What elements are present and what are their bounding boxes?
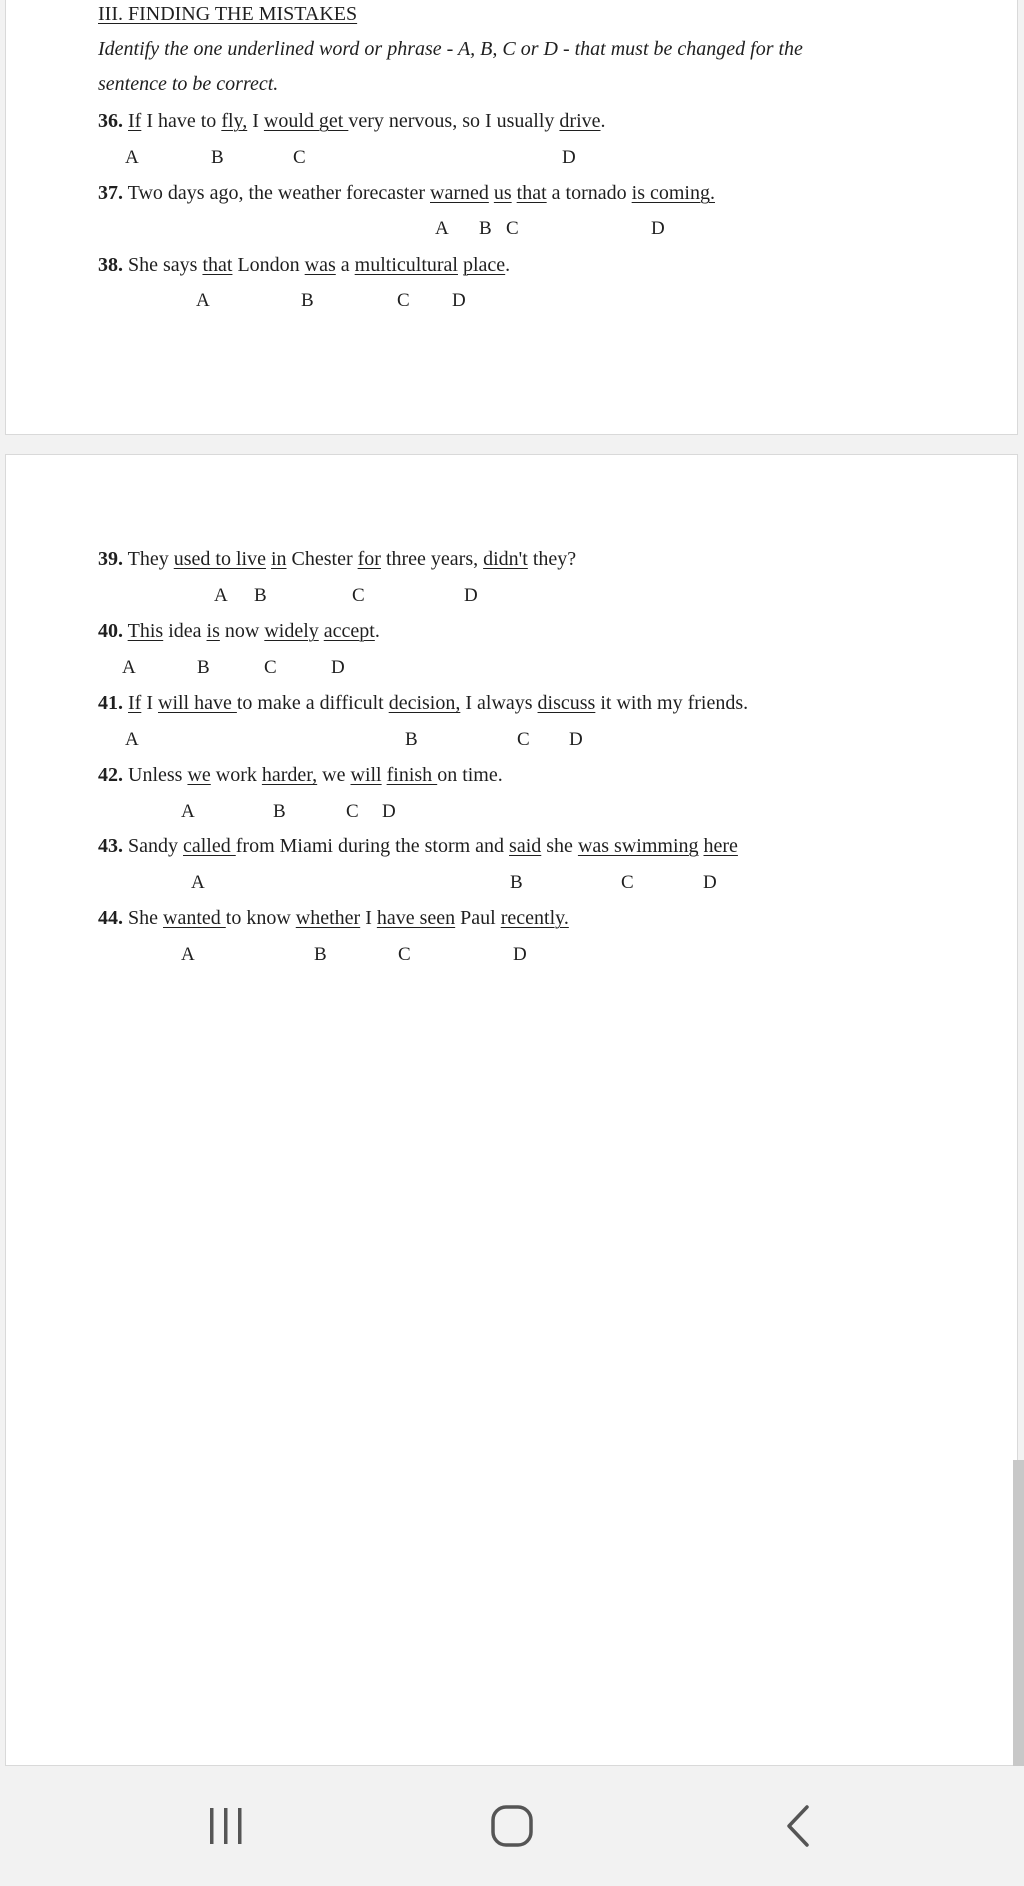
recent-apps-icon — [206, 1804, 246, 1848]
underlined-phrase: decision, — [388, 692, 461, 714]
underlined-phrase: finish — [386, 764, 438, 786]
option-letter-d: D — [703, 872, 717, 893]
option-letter-a: A — [122, 657, 136, 678]
scrollbar-thumb[interactable] — [1013, 1460, 1024, 1766]
underlined-phrase: is — [206, 620, 220, 642]
underlined-phrase: drive — [559, 110, 601, 132]
underlined-phrase: was — [304, 254, 336, 276]
option-letter-c: C — [517, 729, 530, 750]
sentence-text: I — [247, 110, 264, 132]
underlined-phrase: for — [357, 548, 381, 570]
underlined-phrase: accept — [323, 620, 375, 642]
option-letter-b: B — [405, 729, 418, 750]
sentence-text: . — [505, 254, 511, 276]
question-41 — [98, 692, 748, 715]
question-43 — [98, 835, 738, 858]
underlined-phrase: was swimming — [577, 835, 699, 857]
sentence-text: Chester — [286, 548, 358, 570]
section-title — [98, 3, 357, 26]
underlined-phrase: If — [128, 110, 142, 132]
option-letter-b: B — [301, 290, 314, 311]
underlined-phrase: in — [270, 548, 287, 570]
question-37 — [98, 182, 715, 205]
sentence-text: very nervous, so I usually — [348, 110, 560, 132]
sentence-text: idea — [163, 620, 207, 642]
option-letter-c: C — [293, 147, 306, 168]
question-number: 38. — [98, 254, 123, 276]
underlined-phrase: would get — [263, 110, 349, 132]
underlined-phrase: widely — [264, 620, 319, 642]
option-letter-d: D — [452, 290, 466, 311]
sentence-text: She says — [128, 254, 203, 276]
question-40 — [98, 620, 380, 643]
sentence-text: . — [374, 620, 380, 642]
option-letter-c: C — [397, 290, 410, 311]
underlined-phrase: called — [183, 835, 236, 857]
underlined-phrase: here — [703, 835, 738, 857]
option-letter-c: C — [264, 657, 277, 678]
underlined-phrase: used to live — [173, 548, 266, 570]
option-letter-a: A — [196, 290, 210, 311]
section-title-text: III. FINDING THE MISTAKES — [98, 3, 358, 25]
sentence-text: a — [335, 254, 355, 276]
question-number: 42. — [98, 764, 123, 786]
sentence-text: they? — [527, 548, 577, 570]
question-44 — [98, 907, 569, 930]
sentence-text: we — [317, 764, 351, 786]
sentence-text: she — [541, 835, 578, 857]
option-letter-d: D — [382, 801, 396, 822]
sentence-text: . — [600, 110, 606, 132]
option-letter-b: B — [211, 147, 224, 168]
document-page-1 — [5, 0, 1018, 435]
underlined-phrase: wanted — [163, 907, 226, 929]
home-button[interactable] — [452, 1786, 572, 1866]
option-letter-c: C — [398, 944, 411, 965]
underlined-phrase: that — [202, 254, 233, 276]
underlined-phrase: discuss — [537, 692, 596, 714]
sentence-text: it with my friends. — [595, 692, 749, 714]
question-number: 41. — [98, 692, 123, 714]
option-letter-c: C — [352, 585, 365, 606]
sentence-text: work — [210, 764, 262, 786]
option-letter-d: D — [569, 729, 583, 750]
question-39 — [98, 548, 576, 571]
underlined-phrase: have seen — [376, 907, 456, 929]
underlined-phrase: recently. — [500, 907, 569, 929]
underlined-phrase: multicultural — [354, 254, 458, 276]
sentence-text: They — [127, 548, 174, 570]
option-letter-b: B — [254, 585, 267, 606]
sentence-text: I always — [460, 692, 538, 714]
option-letter-d: D — [562, 147, 576, 168]
underlined-phrase: warned — [430, 182, 489, 204]
question-number: 40. — [98, 620, 123, 642]
document-page-2 — [5, 454, 1018, 1766]
option-letter-a: A — [191, 872, 205, 893]
option-letter-a: A — [125, 729, 139, 750]
sentence-text: She — [128, 907, 163, 929]
option-letter-a: A — [181, 801, 195, 822]
underlined-phrase: This — [127, 620, 164, 642]
option-letter-b: B — [314, 944, 327, 965]
question-number: 39. — [98, 548, 123, 570]
option-letter-d: D — [464, 585, 478, 606]
option-letter-d: D — [331, 657, 345, 678]
underlined-phrase: whether — [295, 907, 361, 929]
underlined-phrase: said — [509, 835, 542, 857]
sentence-text: from Miami during the storm and — [235, 835, 510, 857]
option-letter-a: A — [181, 944, 195, 965]
recent-apps-button[interactable] — [166, 1786, 286, 1866]
sentence-text: now — [219, 620, 265, 642]
question-42 — [98, 764, 503, 787]
underlined-phrase: didn't — [483, 548, 528, 570]
sentence-text: a tornado — [546, 182, 632, 204]
option-letter-c: C — [621, 872, 634, 893]
sentence-text: three years, — [380, 548, 484, 570]
option-letter-b: B — [197, 657, 210, 678]
sentence-text: Sandy — [128, 835, 183, 857]
option-letter-d: D — [651, 218, 665, 239]
sentence-text: I have to — [141, 110, 222, 132]
option-letter-c: C — [346, 801, 359, 822]
sentence-text: on time. — [437, 764, 503, 786]
sentence-text: Unless — [128, 764, 188, 786]
option-letter-b: B — [479, 218, 492, 239]
option-letter-a: A — [435, 218, 449, 239]
underlined-phrase: is coming. — [631, 182, 715, 204]
underlined-phrase: will — [350, 764, 382, 786]
underlined-phrase: we — [187, 764, 211, 786]
option-letter-c: C — [506, 218, 519, 239]
underlined-phrase: will have — [158, 692, 237, 714]
option-letter-d: D — [513, 944, 527, 965]
sentence-text: London — [232, 254, 305, 276]
sentence-text: I — [360, 907, 377, 929]
underlined-phrase: place — [462, 254, 506, 276]
underlined-phrase: that — [516, 182, 547, 204]
question-38 — [98, 254, 510, 277]
instruction-line-1: Identify the one underlined word or phrase - A, B, C or D - that must be changed for the — [98, 38, 803, 60]
instruction-line-2: sentence to be correct. — [98, 73, 279, 95]
option-letter-a: A — [125, 147, 139, 168]
sentence-text: to know — [225, 907, 296, 929]
underlined-phrase: If — [128, 692, 142, 714]
question-number: 44. — [98, 907, 123, 929]
android-nav-bar — [0, 1766, 1024, 1886]
back-icon — [783, 1803, 813, 1849]
back-button[interactable] — [738, 1786, 858, 1866]
sentence-text: Two days ago, the weather forecaster — [127, 182, 430, 204]
question-number: 43. — [98, 835, 123, 857]
underlined-phrase: harder, — [261, 764, 318, 786]
option-letter-b: B — [273, 801, 286, 822]
sentence-text: Paul — [455, 907, 501, 929]
sentence-text: to make a difficult — [236, 692, 389, 714]
option-letter-b: B — [510, 872, 523, 893]
home-icon — [489, 1803, 535, 1849]
option-letter-a: A — [214, 585, 228, 606]
underlined-phrase: us — [493, 182, 512, 204]
question-number: 36. — [98, 110, 123, 132]
question-36 — [98, 110, 606, 133]
underlined-phrase: fly, — [221, 110, 248, 132]
sentence-text: I — [141, 692, 158, 714]
question-number: 37. — [98, 182, 123, 204]
